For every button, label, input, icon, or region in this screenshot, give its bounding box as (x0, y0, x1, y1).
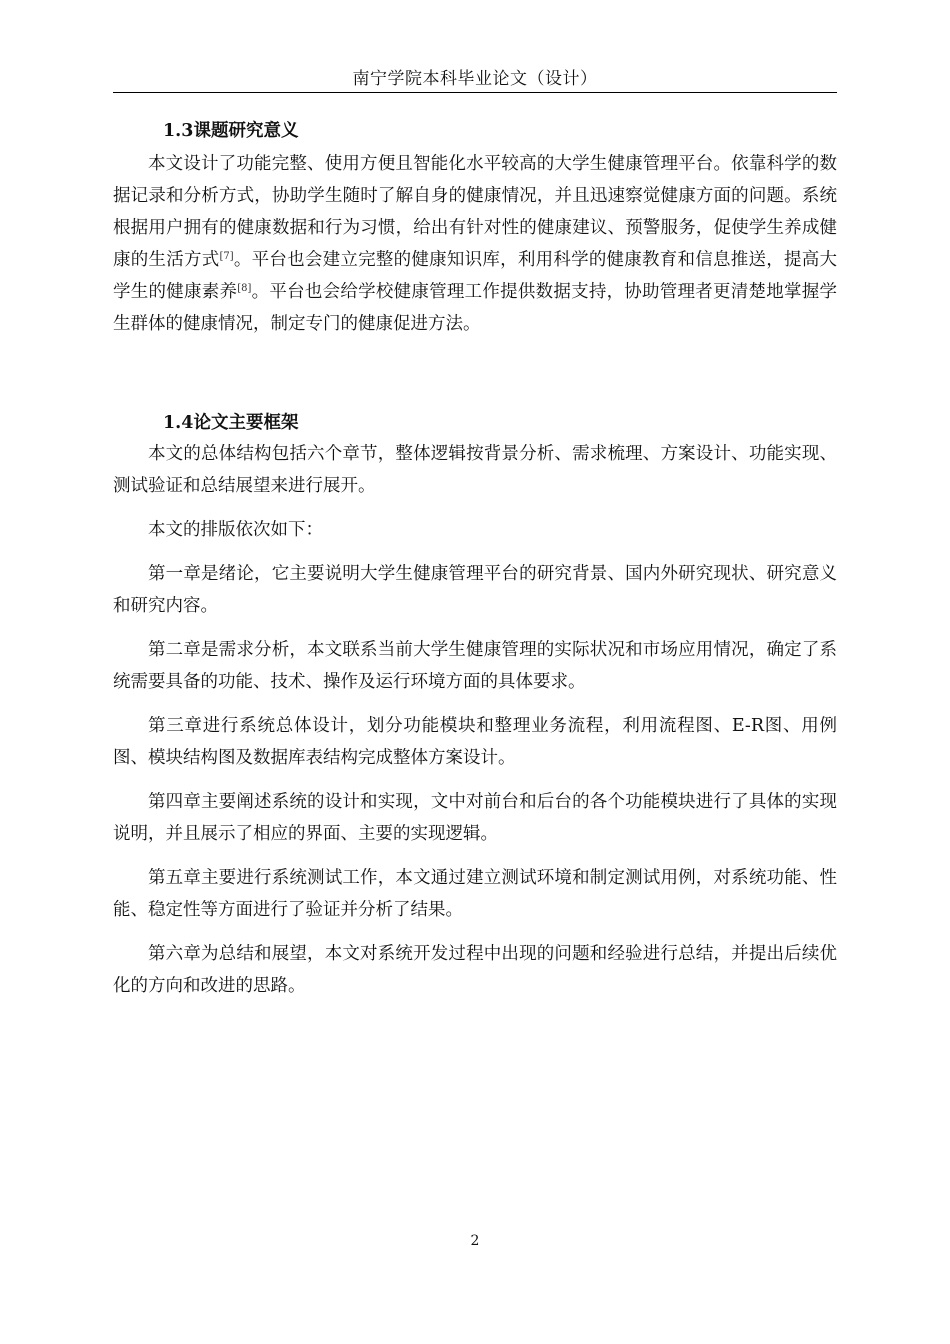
paragraph-chapter-6: 第六章为总结和展望，本文对系统开发过程中出现的问题和经验进行总结，并提出后续优化的方向和改进的思路。 (113, 944, 837, 996)
paragraph-text: 本文设计了功能完整、使用方便且智能化水平较高的大学生健康管理平台。依靠科学的数据记录和分析方式，协助学生随时了解自身的健康情况，并且迅速察觉健康方面的问题。系统根据用户拥有的健康数据和行为习惯，给出有针对性的健康建议、预警服务，促使学生养成健康的生活方式 (113, 154, 837, 270)
paragraph-chapter-2: 第二章是需求分析，本文联系当前大学生健康管理的实际状况和市场应用情况，确定了系统需要具备的功能、技术、操作及运行环境方面的具体要求。 (113, 640, 837, 692)
page-content (113, 116, 837, 1002)
citation-7: [7] (219, 251, 234, 262)
paragraph-text: 。平台也会给学校健康管理工作提供数据支持，协助管理者更清楚地掌握学生群体的健康情况，制定专门的健康促进方法。 (113, 282, 838, 334)
paragraph-text: 。平台也会建立完整的健康知识库，利用科学的健康教育和信息推送，提高大学生的健康素养 (113, 250, 838, 302)
section-spacer (113, 340, 837, 408)
paragraph-chapter-4: 第四章主要阐述系统的设计和实现，文中对前台和后台的各个功能模块进行了具体的实现说明，并且展示了相应的界面、主要的实现逻辑。 (113, 792, 837, 844)
section-heading-1-4: 1.4论文主要框架 (163, 413, 299, 433)
header-rule (113, 92, 837, 93)
paragraph-chapter-3: 第三章进行系统总体设计，划分功能模块和整理业务流程，利用流程图、E-R图、用例图、模块结构图及数据库表结构完成整体方案设计。 (113, 716, 837, 768)
paragraph-chapter-5: 第五章主要进行系统测试工作，本文通过建立测试环境和制定测试用例，对系统功能、性能、稳定性等方面进行了验证并分析了结果。 (113, 868, 837, 920)
paragraph-chapter-1: 第一章是绪论，它主要说明大学生健康管理平台的研究背景、国内外研究现状、研究意义和研究内容。 (113, 564, 837, 616)
page-number: 2 (470, 1233, 480, 1249)
page-header-title: 南宁学院本科毕业论文（设计） (352, 69, 598, 89)
citation-8: [8] (237, 283, 252, 294)
paragraph-layout-intro: 本文的排版依次如下： (148, 520, 323, 540)
paragraph-overview: 本文的总体结构包括六个章节，整体逻辑按背景分析、需求梳理、方案设计、功能实现、测试验证和总结展望来进行展开。 (113, 444, 837, 496)
paragraph-significance (113, 148, 837, 340)
section-heading-1-3: 1.3课题研究意义 (163, 121, 299, 141)
